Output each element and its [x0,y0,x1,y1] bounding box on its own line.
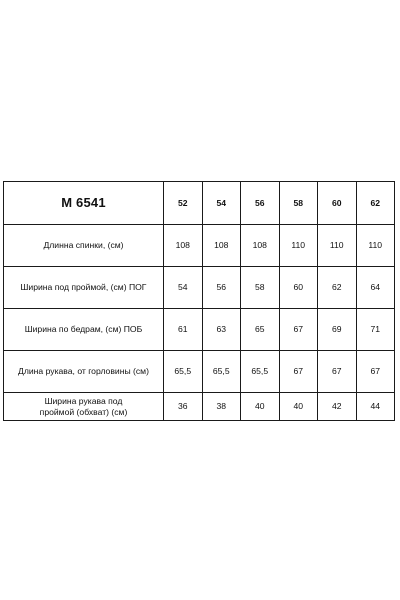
table-row-chest-width [4,267,395,309]
table-cell: 69 [318,309,357,351]
row-label: Ширина под проймой, (см) ПОГ [4,267,164,309]
table-cell: 67 [279,351,318,393]
table-row-sleeve-width [4,393,395,421]
table-cell: 67 [279,309,318,351]
table-row-hip-width [4,309,395,351]
table-cell: 56 [202,267,241,309]
table-cell: 67 [318,351,357,393]
table-cell: 63 [202,309,241,351]
row-label [4,393,164,421]
table-cell: 110 [356,225,395,267]
table-cell: 60 [279,267,318,309]
table-cell: 108 [241,225,280,267]
table-cell: 71 [356,309,395,351]
table-row-back-length [4,225,395,267]
table-cell: 54 [164,267,203,309]
table-cell: 110 [318,225,357,267]
model-number: М 6541 [4,182,164,225]
size-header-54: 54 [202,182,241,225]
table-cell: 44 [356,393,395,421]
table-cell: 65,5 [241,351,280,393]
table-row-sleeve-length [4,351,395,393]
table-cell: 61 [164,309,203,351]
size-chart-table [3,181,395,421]
table-cell: 65,5 [164,351,203,393]
table-cell: 58 [241,267,280,309]
table-cell: 108 [164,225,203,267]
table-cell: 110 [279,225,318,267]
size-header-58: 58 [279,182,318,225]
table-cell: 65 [241,309,280,351]
row-label-line: проймой (обхват) (см) [39,406,128,417]
table-cell: 108 [202,225,241,267]
row-label: Длинна спинки, (см) [4,225,164,267]
row-label: Ширина по бедрам, (см) ПОБ [4,309,164,351]
row-label-line: Ширина рукава под [44,395,123,406]
table-cell: 64 [356,267,395,309]
size-header-52: 52 [164,182,203,225]
table-cell: 67 [356,351,395,393]
table-header-row [4,182,395,225]
table-cell: 65,5 [202,351,241,393]
table-cell: 36 [164,393,203,421]
table-cell: 62 [318,267,357,309]
size-header-62: 62 [356,182,395,225]
table-cell: 42 [318,393,357,421]
size-header-60: 60 [318,182,357,225]
table-cell: 40 [241,393,280,421]
table-cell: 38 [202,393,241,421]
table-cell: 40 [279,393,318,421]
size-header-56: 56 [241,182,280,225]
row-label: Длина рукава, от горловины (см) [4,351,164,393]
